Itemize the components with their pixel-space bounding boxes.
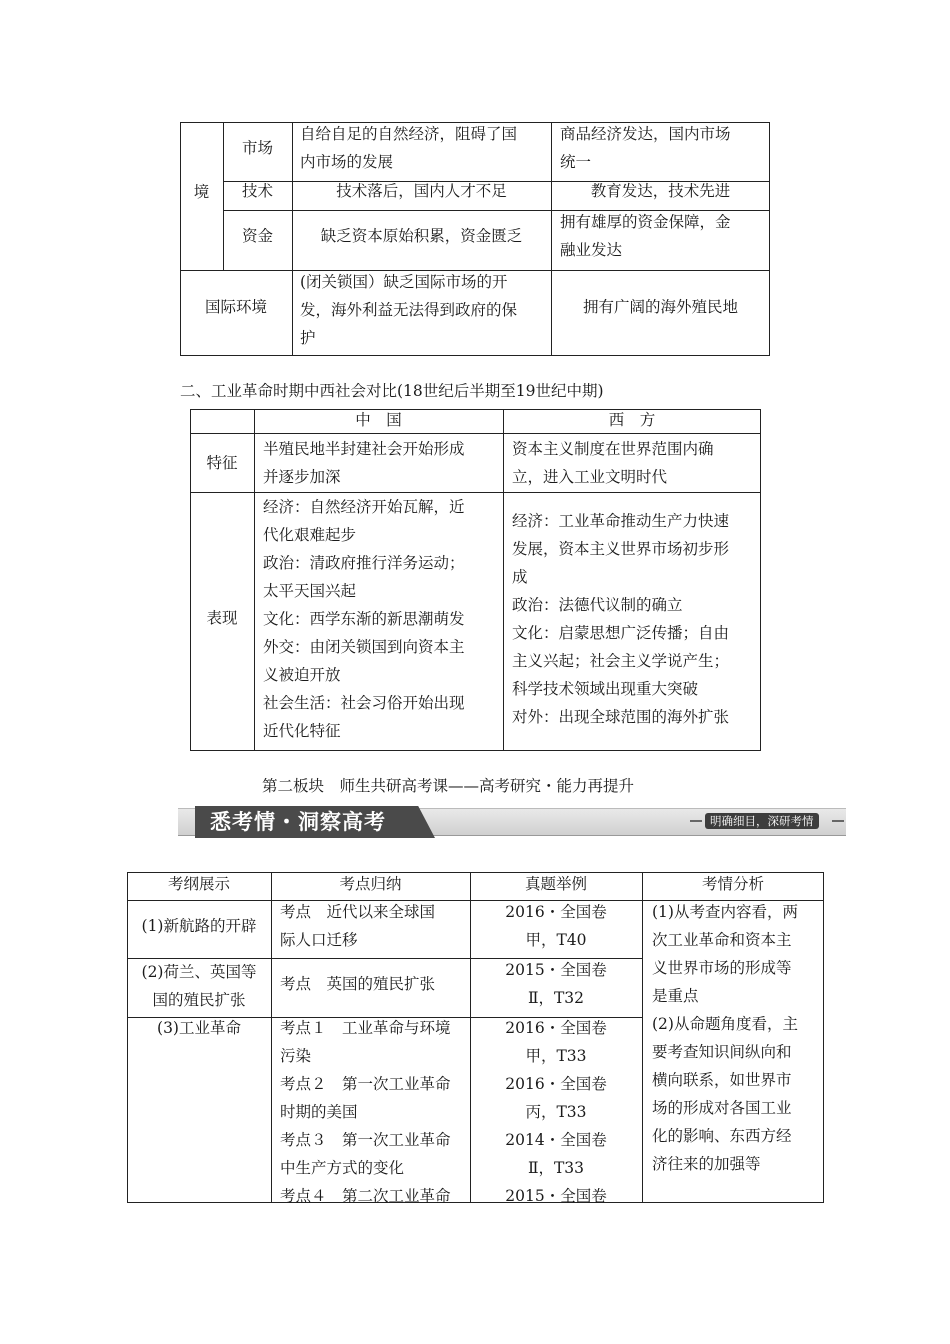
west-technology: 教育发达，技术先进 — [590, 182, 731, 200]
section-2-title: 二、工业革命时期中西社会对比(18世纪后半期至19世纪中期) — [180, 382, 604, 400]
exam-example: 2016・全国卷 甲，T33 2016・全国卷 丙，T33 2014・全国卷 Ⅱ，T33 2015・全国卷 — [505, 1019, 607, 1205]
row-group-label: 境 — [193, 183, 210, 201]
china-technology: 技术落后，国内人才不足 — [336, 182, 507, 200]
outline-item: (3)工业革命 — [157, 1019, 241, 1037]
banner-tag: 明确细目，深研考情 — [705, 813, 819, 829]
exam-point: 考点 近代以来全球国 际人口迁移 — [280, 903, 436, 949]
outline-item: (2)荷兰、英国等 国的殖民扩张 — [141, 963, 257, 1009]
china-manifestations: 经济：自然经济开始瓦解，近 代化艰难起步 政治：清政府推行洋务运动； 太平天国兴起 文化：西学东渐的新思潮萌发 外交：由闭关锁国到向资本主 义被迫开放 社会生活：社会习俗开始出现 近代化特征 — [263, 498, 465, 740]
china-market: 自给自足的自然经济，阻碍了国 内市场的发展 — [300, 125, 518, 171]
west-international: 拥有广阔的海外殖民地 — [582, 298, 738, 316]
row-label-features: 特征 — [206, 454, 238, 472]
west-market: 商品经济发达，国内市场 统一 — [560, 125, 731, 171]
west-manifestations: 经济：工业革命推动生产力快速 发展，资本主义世界市场初步形 成 政治：法德代议制的确立 文化：启蒙思想广泛传播；自由 主义兴起；社会主义学说产生； 科学技术领域出现重大突破 对外：出现全球范围的海外扩张 — [512, 512, 730, 726]
exam-point: 考点１ 工业革命与环境 污染 考点２ 第一次工业革命 时期的美国 考点３ 第一次工业革命 中生产方式的变化 考点４ 第二次工业革命 — [280, 1019, 451, 1205]
row-label-international: 国际环境 — [204, 298, 267, 316]
header-points: 考点归纳 — [339, 875, 402, 893]
header-outline: 考纲展示 — [167, 875, 230, 893]
china-features: 半殖民地半封建社会开始形成 并逐步加深 — [263, 440, 465, 486]
block-2-title: 第二板块 师生共研高考课——高考研究・能力再提升 — [262, 777, 635, 795]
row-label-manifestations: 表现 — [206, 609, 238, 627]
row-label-market: 市场 — [241, 139, 273, 157]
exam-example: 2016・全国卷 甲，T40 — [505, 903, 607, 949]
banner-deco-left — [690, 820, 702, 822]
header-china: 中 国 — [355, 411, 402, 429]
china-capital: 缺乏资本原始积累，资金匮乏 — [320, 227, 523, 245]
header-examples: 真题举例 — [524, 875, 587, 893]
west-features: 资本主义制度在世界范围内确 立，进入工业文明时代 — [512, 440, 714, 486]
west-capital: 拥有雄厚的资金保障，金 融业发达 — [560, 213, 731, 259]
china-international: (闭关锁国）缺乏国际市场的开 发，海外利益无法得到政府的保 护 — [300, 273, 518, 347]
row-label-capital: 资金 — [241, 227, 273, 245]
exam-point: 考点 英国的殖民扩张 — [280, 975, 436, 993]
exam-example: 2015・全国卷 Ⅱ，T32 — [505, 961, 607, 1007]
outline-item: (1)新航路的开辟 — [141, 917, 257, 935]
exam-analysis: (1)从考查内容看，两 次工业革命和资本主 义世界市场的形成等 是重点 (2)从命题角度看，主 要考查知识间纵向和 横向联系，如世界市 场的形成对各国工业 化的影响、东西方经 济往来的加强等 — [652, 903, 798, 1173]
header-analysis: 考情分析 — [701, 875, 764, 893]
row-label-technology: 技术 — [241, 182, 273, 200]
header-west: 西 方 — [608, 411, 656, 429]
banner-deco-right — [832, 820, 844, 822]
banner-title: 悉考情・洞察高考 — [210, 810, 386, 834]
